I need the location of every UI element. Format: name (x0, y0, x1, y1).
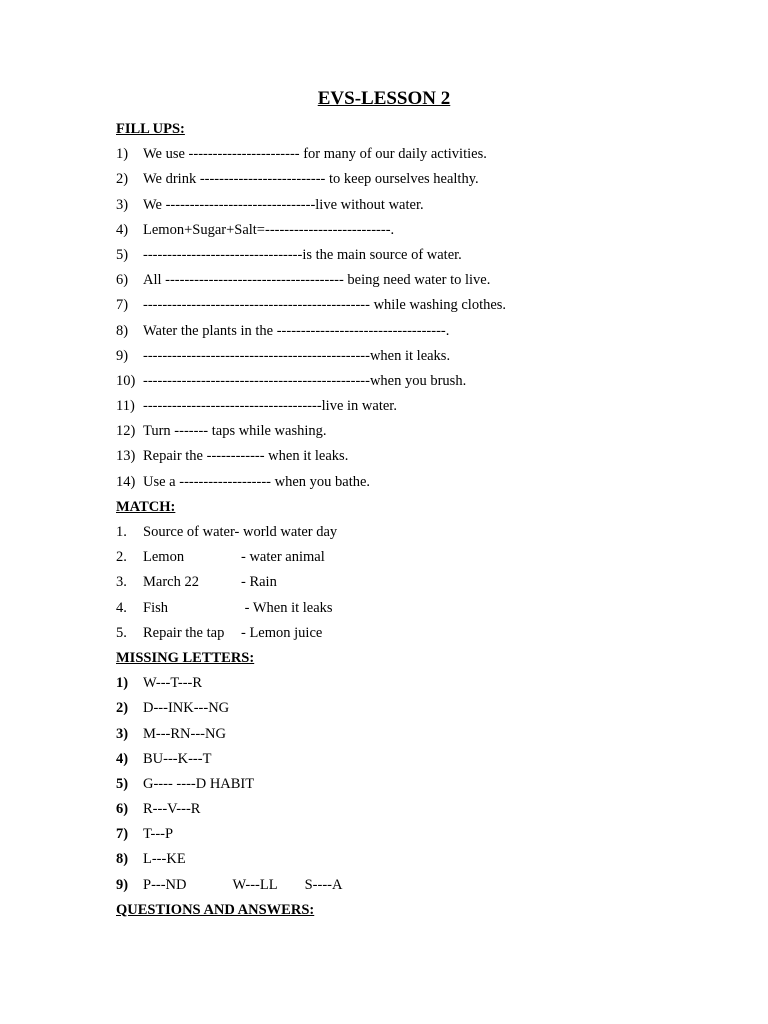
fill-up-item-3 (116, 193, 716, 218)
fill-ups-heading: FILL UPS: (116, 121, 185, 137)
questions-heading: QUESTIONS AND ANSWERS: (116, 901, 315, 918)
fill-up-item-9 (116, 344, 716, 369)
item-text: Water the plants in the -----------------------------------. (143, 322, 450, 339)
match-item-3 (116, 570, 716, 595)
item-text: M---RN---NG (143, 725, 226, 742)
item-number: 3) (116, 725, 129, 742)
item-number: 1. (116, 524, 127, 540)
match-left: Repair the tap (143, 624, 225, 641)
item-text: T---P (143, 826, 174, 843)
fill-up-item-1 (116, 142, 716, 167)
item-text: Repair the ------------ when it leaks. (143, 448, 349, 465)
item-text: W---T---R (143, 675, 203, 692)
match-left: Fish (143, 599, 168, 616)
item-number: 14) (116, 473, 136, 490)
item-text: L---KE (143, 851, 186, 868)
item-text: Lemon+Sugar+Salt=--------------------------. (143, 221, 395, 238)
fill-up-item-4 (116, 218, 716, 243)
item-number: 1) (116, 675, 129, 692)
fill-up-item-12 (116, 419, 716, 444)
item-number: 7) (116, 297, 129, 314)
item-number: 2) (116, 171, 129, 188)
item-number: 3) (116, 196, 129, 213)
item-text-extra: W---LL (232, 876, 278, 893)
item-number: 6) (116, 801, 129, 818)
item-text: Turn ------- taps while washing. (143, 423, 327, 440)
match-left: March 22 (143, 574, 199, 591)
missing-letters-item-9 (116, 873, 716, 898)
item-number: 13) (116, 448, 136, 465)
item-text: Use a ------------------- when you bathe. (143, 473, 371, 490)
item-number: 11) (116, 398, 135, 415)
missing-letters-item-6 (116, 797, 716, 822)
fill-up-item-5 (116, 243, 716, 268)
match-left: Lemon (143, 549, 185, 566)
item-text: G---- ----D HABIT (143, 775, 255, 792)
item-number: 2. (116, 549, 127, 566)
item-text: BU---K---T (143, 750, 212, 767)
item-number: 5) (116, 246, 129, 263)
missing-letters-item-3 (116, 722, 716, 747)
missing-letters-item-7 (116, 822, 716, 847)
match-item-2 (116, 545, 716, 570)
fill-up-item-6 (116, 268, 716, 293)
item-text: -------------------------------------live in water. (143, 398, 397, 415)
item-number: 9) (116, 876, 129, 893)
item-number: 3. (116, 574, 127, 591)
item-text: P---ND (143, 876, 187, 893)
missing-letters-item-1 (116, 671, 716, 696)
match-right: - Lemon juice (241, 624, 323, 641)
match-left: Source of water (143, 524, 235, 540)
match-right: - Rain (241, 574, 277, 591)
item-text: We drink -------------------------- to keep ourselves healthy. (143, 171, 479, 188)
match-heading: MATCH: (116, 498, 176, 515)
item-number: 8) (116, 322, 129, 339)
item-number: 9) (116, 347, 129, 364)
item-number: 12) (116, 423, 136, 440)
fill-up-item-10 (116, 369, 716, 394)
fill-up-item-14 (116, 470, 716, 495)
fill-up-item-11 (116, 394, 716, 419)
fill-up-item-7 (116, 293, 716, 318)
item-number: 1) (116, 146, 129, 163)
page-title: EVS-LESSON 2 (317, 88, 451, 109)
item-number: 5) (116, 775, 129, 792)
item-text: All ------------------------------------- being need water to live. (143, 272, 491, 289)
item-number: 4) (116, 221, 129, 238)
match-right: - world water day (234, 524, 338, 540)
item-text-extra: S----A (304, 876, 343, 893)
item-number: 10) (116, 372, 136, 389)
missing-letters-item-4 (116, 747, 716, 772)
item-text: -----------------------------------------------when it leaks. (143, 347, 451, 364)
worksheet-content (116, 117, 716, 923)
match-right: - When it leaks (241, 599, 333, 616)
fill-up-item-13 (116, 444, 716, 469)
item-number: 4) (116, 750, 129, 767)
match-item-4 (116, 596, 716, 621)
missing-letters-item-8 (116, 847, 716, 872)
item-number: 6) (116, 272, 129, 289)
item-text: ---------------------------------is the main source of water. (143, 246, 462, 263)
item-number: 7) (116, 826, 129, 843)
match-item-5 (116, 621, 716, 646)
missing-letters-heading: MISSING LETTERS: (116, 649, 255, 666)
match-item-1 (116, 520, 716, 545)
item-text: We -------------------------------live without water. (143, 196, 424, 213)
item-text: ----------------------------------------------- while washing clothes. (143, 297, 507, 314)
item-number: 2) (116, 700, 129, 717)
item-number: 5. (116, 624, 127, 641)
item-number: 4. (116, 599, 127, 616)
fill-up-item-2 (116, 167, 716, 192)
item-text: We use ----------------------- for many of our daily activities. (143, 146, 487, 163)
item-text: -----------------------------------------------when you brush. (143, 372, 467, 389)
missing-letters-item-5 (116, 772, 716, 797)
match-right: - water animal (241, 549, 325, 566)
item-text: R---V---R (143, 801, 201, 818)
fill-up-item-8 (116, 319, 716, 344)
item-text: D---INK---NG (143, 700, 230, 717)
item-number: 8) (116, 851, 129, 868)
missing-letters-item-2 (116, 696, 716, 721)
